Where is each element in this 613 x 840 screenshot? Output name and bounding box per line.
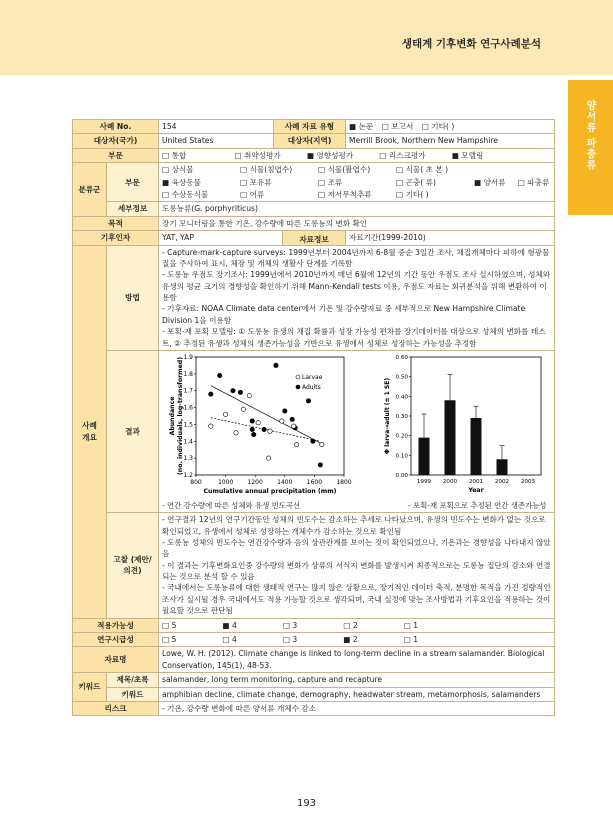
risk: - 기온, 강수량 변화에 따른 양서류 개체수 감소 — [159, 702, 555, 716]
result-captions — [162, 500, 551, 511]
legend-label: Adults — [302, 384, 321, 392]
data-period: 자료기간(1999-2010) — [346, 231, 555, 245]
data-point-larvae — [268, 429, 272, 433]
y-tick-label: 1.7 — [183, 387, 193, 395]
region: Merrill Brook, Northern New Hampshire — [346, 134, 555, 148]
case-no-label: 사례 No. — [73, 120, 159, 134]
method-item: - 도롱뇽 우점도 장기조사: 1999년에서 2010년까지 매년 6월에 12년의 기간 동안 우점도 조사 실시하였으며, 성체와 유생의 평균 크기의 경향성을 확인하기 위해 Mann-Kendall tests 이용, 우점도 자료는 회귀분석을 위해 변환하여 이용함 — [162, 270, 551, 303]
applicability-option: □ 5 — [162, 620, 177, 630]
data-point-larvae — [320, 442, 324, 446]
applicability-option: □ 3 — [282, 620, 298, 630]
urgency-options — [159, 633, 555, 647]
method-label: 방법 — [107, 245, 159, 351]
reference-label: 자료명 — [73, 647, 159, 673]
urgency-option: ■ 2 — [343, 635, 358, 645]
data-point-adults — [274, 363, 278, 367]
x-tick-label: 1000 — [217, 479, 234, 487]
x-axis-label: Year — [468, 487, 485, 495]
bar — [497, 459, 508, 475]
result-label: 결과 — [107, 351, 159, 513]
class-option: □ 조류 — [318, 177, 343, 187]
y-tick-label: 0.30 — [395, 414, 409, 421]
class-option: □ 포유류 — [240, 177, 272, 187]
urgency-option: □ 3 — [282, 635, 298, 645]
sector-label: 부문 — [73, 148, 159, 162]
y-tick-label: 0.50 — [395, 374, 409, 381]
x-tick-label: 800 — [190, 479, 202, 487]
class-option: □ 수상동식물 — [162, 189, 209, 199]
class-option: □ 식물(활엽수) — [318, 165, 371, 175]
risk-label: 리스크 — [73, 702, 159, 716]
x-tick-label: 1400 — [277, 479, 293, 487]
x-tick-label: 1800 — [336, 479, 352, 487]
urgency-label: 연구시급성 — [73, 633, 159, 647]
data-point-larvae — [291, 424, 295, 428]
caption-left: - 연간 강수량에 따른 성체와 유생 빈도곡선 — [162, 501, 301, 511]
class-option: □ 식물( 초 본 ) — [396, 165, 449, 175]
sector-option: □ 취약성평가 — [234, 150, 281, 160]
discussion-item: - 연구결과 12년의 연구기간동안 성체의 빈도수는 감소하는 추세로 나타났으며, 유생의 빈도수는 변화가 없는 것으로 확인되었고, 유생에서 성체로 성장하는 개체수가 감소하는 것으로 확인됨 — [162, 515, 546, 536]
case-type-options — [346, 120, 555, 134]
detail: 도롱뇽류(G. porphyriticus) — [159, 202, 555, 216]
class-sub-label: 부문 — [107, 163, 159, 202]
method-item: - 기후자료: NOAA Climate data center에서 기온 및 강수량자료 중 세부적으로 New Hampshire Climate Division 1을 이용함 — [162, 304, 526, 325]
bar — [471, 418, 482, 475]
applicability-option: □ 2 — [343, 620, 358, 630]
page-number: 193 — [296, 798, 317, 809]
legend-marker — [296, 385, 300, 389]
data-point-adults — [217, 373, 221, 377]
class-option: ■ 양서류 □ 파충류 — [474, 177, 550, 187]
applicability-option: ■ 4 — [222, 620, 237, 630]
class-option: □ 곤충( 류) — [396, 177, 436, 187]
sector-options — [159, 148, 555, 162]
class-option: ■ 육상동물 — [162, 177, 201, 187]
data-point-adults — [262, 427, 266, 431]
result-figures — [162, 353, 551, 499]
data-period-label: 자료정보 — [282, 231, 345, 244]
data-point-adults — [238, 390, 242, 394]
applicability-options — [159, 618, 555, 632]
data-point-adults — [250, 427, 254, 431]
legend-marker — [296, 375, 300, 379]
type-option: □ 기타( ) — [421, 122, 455, 131]
case-no: 154 — [159, 120, 274, 134]
data-point-adults — [283, 409, 287, 413]
data-point-larvae — [247, 394, 251, 398]
urgency-option: □ 5 — [162, 635, 177, 645]
side-tab-label: 양서류 파충류 — [584, 100, 595, 171]
data-point-larvae — [294, 442, 298, 446]
y-tick-label: 1.9 — [183, 354, 193, 362]
data-point-larvae — [266, 456, 270, 460]
class-option: □ 상식물 — [162, 165, 194, 175]
y-axis-label: Abundance — [169, 396, 176, 436]
data-point-adults — [231, 389, 235, 393]
sector-option: □ 리스크평가 — [379, 150, 426, 160]
data-point-adults — [318, 463, 322, 467]
keyword-label: 키워드 — [73, 673, 107, 702]
kw-label: 키워드 — [107, 687, 159, 701]
detail-label: 세부정보 — [107, 202, 159, 216]
class-label: 분류군 — [73, 163, 107, 217]
x-tick-label: 1600 — [306, 479, 323, 487]
discussion-item: - 이 결과는 기후변화요인중 강수량의 변화가 상류의 서식지 변화를 발생시켜 최종적으로는 도롱뇽 집단의 감소와 연결되는 것으로 분석 할 수 있음 — [162, 560, 551, 582]
data-point-larvae — [280, 419, 284, 423]
sector-option: □ 통합 — [162, 150, 187, 160]
sector-option: ■ 모델링 — [451, 150, 484, 160]
country-label: 대상자(국가) — [73, 134, 159, 148]
caption-right: - 포획-재 포획으로 추정된 연간 생존가능성 — [408, 501, 547, 511]
method-item: - Capture-mark-capture surveys: 1999년부터 2004년까지 6-8월 중순 3일간 조사, 채집개체마다 피하에 형광물질을 주사하여 표시, 체장 및 개체의 생활사 단계를 기록함 — [162, 247, 550, 268]
x-tick-label: 2003 — [521, 479, 536, 486]
data-point-adults — [311, 439, 315, 443]
kw-title-label: 제목/초록 — [107, 673, 159, 687]
result-content — [159, 351, 555, 513]
y-tick-label: 1.8 — [183, 370, 193, 378]
overview-label: 사례 개요 — [73, 245, 107, 618]
y-tick-label: 0.10 — [395, 453, 409, 460]
y-axis-label: (no. individuals, log-transformed) — [177, 356, 184, 476]
bar — [445, 400, 456, 475]
y-axis-label: Φ larva→adult (± 1 SE) — [384, 377, 392, 455]
data-point-adults — [209, 392, 213, 396]
y-tick-label: 1.5 — [183, 421, 193, 429]
header-title: 생태계 기후변화 연구사례분석 — [401, 38, 541, 50]
data-point-adults — [290, 417, 294, 421]
y-tick-label: 1.3 — [183, 455, 193, 463]
data-point-adults — [252, 432, 256, 436]
data-point-larvae — [209, 424, 213, 428]
case-type-label: 사례 자료 유형 — [274, 120, 346, 134]
data-point-larvae — [234, 431, 238, 435]
purpose-label: 목적 — [73, 216, 159, 230]
x-tick-label: 2001 — [469, 479, 484, 486]
y-tick-label: 1.6 — [183, 404, 193, 412]
class-option: □ 어류 — [240, 189, 265, 199]
y-tick-label: 1.2 — [183, 472, 193, 480]
x-tick-label: 2000 — [443, 479, 458, 486]
country: United States — [159, 134, 274, 148]
data-point-larvae — [256, 421, 260, 425]
y-tick-label: 0.60 — [395, 355, 409, 362]
bar-chart — [381, 353, 551, 499]
class-option: □ 식물(침엽수) — [240, 165, 293, 175]
y-tick-label: 0.20 — [395, 433, 409, 440]
x-tick-label: 2002 — [495, 479, 510, 486]
method-content — [159, 245, 555, 351]
discussion-label: 고찰 (제안/의견) — [107, 513, 159, 619]
urgency-option: □ 1 — [403, 635, 419, 645]
data-point-larvae — [223, 412, 227, 416]
class-options — [159, 163, 555, 202]
applicability-label: 적용가능성 — [73, 618, 159, 632]
x-tick-label: 1200 — [247, 479, 263, 487]
type-option: □ 보고서 — [381, 122, 414, 131]
type-option: ■ 논문 — [349, 122, 374, 131]
method-item: - 포획-재 포획 모델링: ① 도롱뇽 유생의 채집 확률과 성장 가능성 편차를 장기데이터를 대상으로 성체의 변화를 테스트, ② 추정된 유생과 성체의 생존가능성을 기반으로 유생에서 성체로 성장하는 가능성을 추정함 — [162, 327, 546, 348]
x-axis-label: Cumulative annual precipitation (mm) — [203, 488, 337, 496]
class-option: □ 기타( ) — [396, 189, 429, 199]
kw-title: salamander, long term monitoring, capture and recapture — [159, 673, 555, 687]
discussion-item: - 국내에서는 도롱뇽류에 대한 생태적 연구는 많지 않은 상황으로, 장기적인 데이터 축적, 분명한 목적을 가진 정량적인 조사가 실시될 경우 국내에서도 적용 가능할 것으로 생각되며, 국내 실정에 맞는 조사방법과 기후요인을 적용하는 것이 필요할 것으로 판단됨 — [162, 583, 551, 616]
y-tick-label: 1.4 — [183, 438, 193, 446]
class-grid — [162, 164, 551, 200]
reference: Lowe, W. H. (2012). Climate change is linked to long-term decline in a stream salamander. Biological Conservation, 145(1), 48-53. — [159, 647, 555, 673]
case-table — [72, 119, 555, 716]
applicability-option: □ 1 — [403, 620, 419, 630]
data-point-adults — [306, 399, 310, 403]
discussion-content — [159, 513, 555, 619]
factor-label: 기후인자 — [73, 231, 159, 245]
factor: YAT, YAP 자료정보 — [159, 231, 346, 245]
x-tick-label: 1999 — [417, 479, 432, 486]
bar — [419, 438, 430, 475]
y-tick-label: 0.00 — [395, 473, 409, 480]
legend-label: Larvae — [302, 374, 323, 382]
purpose: 장기 모니터링을 통한 기온, 강수량에 따른 도롱뇽의 변화 확인 — [159, 216, 555, 230]
discussion-item: - 도롱뇽 성체의 빈도수는 연간강수량과 음의 상관관계를 보이는 것이 확인되었으나, 기온과는 경향성을 나타내지 않았음 — [162, 537, 551, 559]
region-label: 대상자(지역) — [274, 134, 346, 148]
data-point-larvae — [241, 407, 245, 411]
class-option: □ 저서무척추류 — [318, 189, 372, 199]
data-point-adults — [250, 419, 254, 423]
urgency-option: □ 4 — [222, 635, 237, 645]
y-tick-label: 0.40 — [395, 394, 409, 401]
scatter-chart — [162, 353, 361, 499]
sector-option: ■ 영향성평가 — [306, 150, 354, 160]
kw: amphibian decline, climate change, demography, headwater stream, metamorphosis, salamanders — [159, 687, 555, 701]
